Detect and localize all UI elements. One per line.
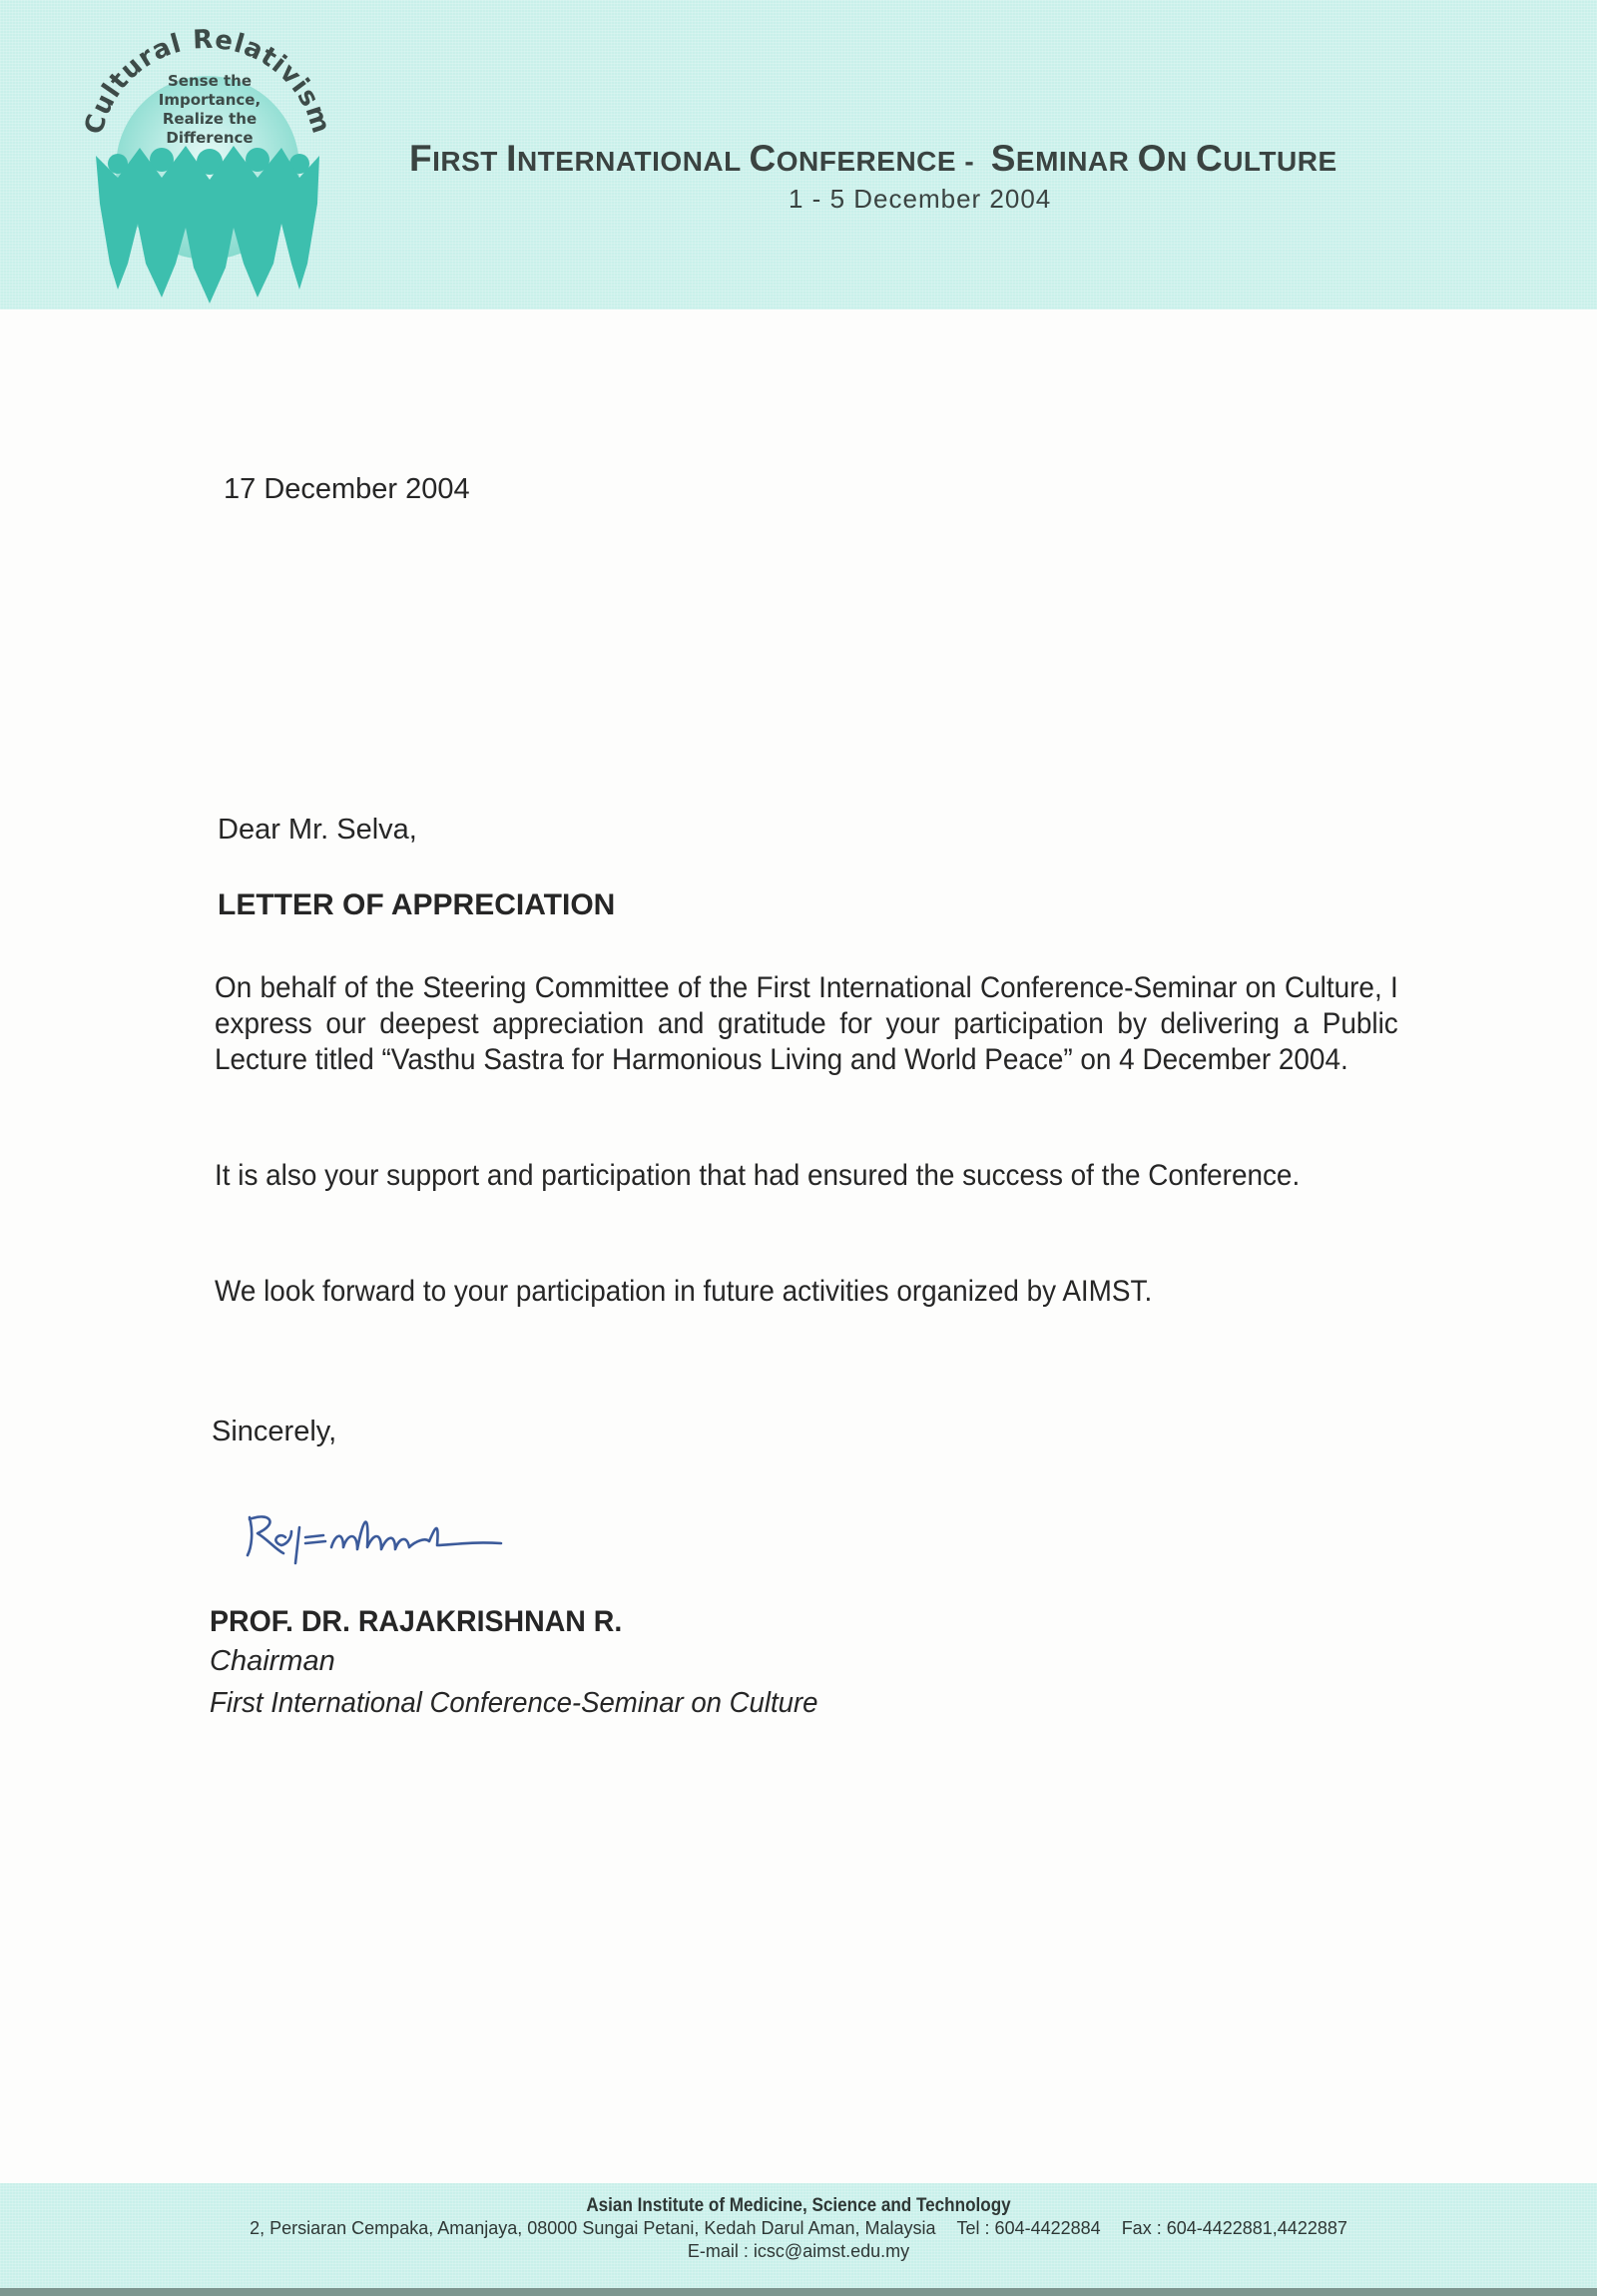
letter-subject: LETTER OF APPRECIATION bbox=[218, 888, 616, 921]
signer-name: PROF. DR. RAJAKRISHNAN R. bbox=[210, 1605, 623, 1638]
cultural-relativism-logo-icon bbox=[78, 28, 337, 307]
closing: Sincerely, bbox=[212, 1416, 337, 1447]
svg-text:Cultural Relativism: Cultural Relativism bbox=[79, 28, 336, 138]
footer-address: 2, Persiaran Cempaka, Amanjaya, 08000 Sungai Petani, Kedah Darul Aman, Malaysia bbox=[250, 2218, 936, 2238]
signer-title: Chairman bbox=[210, 1645, 335, 1677]
svg-text:Difference: Difference bbox=[166, 129, 254, 147]
footer-address-line bbox=[0, 2218, 1597, 2239]
signer-organization: First International Conference-Seminar on Culture bbox=[210, 1687, 818, 1719]
letter-date: 17 December 2004 bbox=[224, 473, 470, 505]
body-paragraph-2: It is also your support and participation that had ensured the success of the Conference. bbox=[215, 1159, 1301, 1192]
footer-fax: Fax : 604-4422881,4422887 bbox=[1121, 2218, 1347, 2238]
svg-text:Importance,: Importance, bbox=[158, 91, 262, 109]
handwritten-signature-icon bbox=[240, 1497, 599, 1567]
svg-text:Realize the: Realize the bbox=[162, 110, 258, 128]
svg-text:Sense the: Sense the bbox=[167, 72, 253, 90]
body-paragraph-1: On behalf of the Steering Committee of the First International Conference-Seminar on Culture, I express our deepest appreciation and gratitude for your participation by delivering a Public Lecture titled “Vasthu Sastra for Harmonious Living and World Peace” on 4 December 2004. bbox=[215, 971, 1398, 1076]
salutation: Dear Mr. Selva, bbox=[218, 814, 417, 846]
people-holding-hands-icon bbox=[96, 146, 319, 303]
page-edge bbox=[0, 2288, 1597, 2296]
footer-tel: Tel : 604-4422884 bbox=[956, 2218, 1101, 2238]
footer-institution: Asian Institute of Medicine, Science and Technology bbox=[586, 2195, 1011, 2216]
conference-dates: 1 - 5 December 2004 bbox=[789, 184, 1052, 214]
body-paragraph-3: We look forward to your participation in future activities organized by AIMST. bbox=[215, 1275, 1153, 1308]
conference-title: FIRST INTERNATIONAL CONFERENCE - SEMINAR ON CULTURE bbox=[409, 138, 1337, 179]
footer-email: E-mail : icsc@aimst.edu.my bbox=[687, 2241, 910, 2261]
